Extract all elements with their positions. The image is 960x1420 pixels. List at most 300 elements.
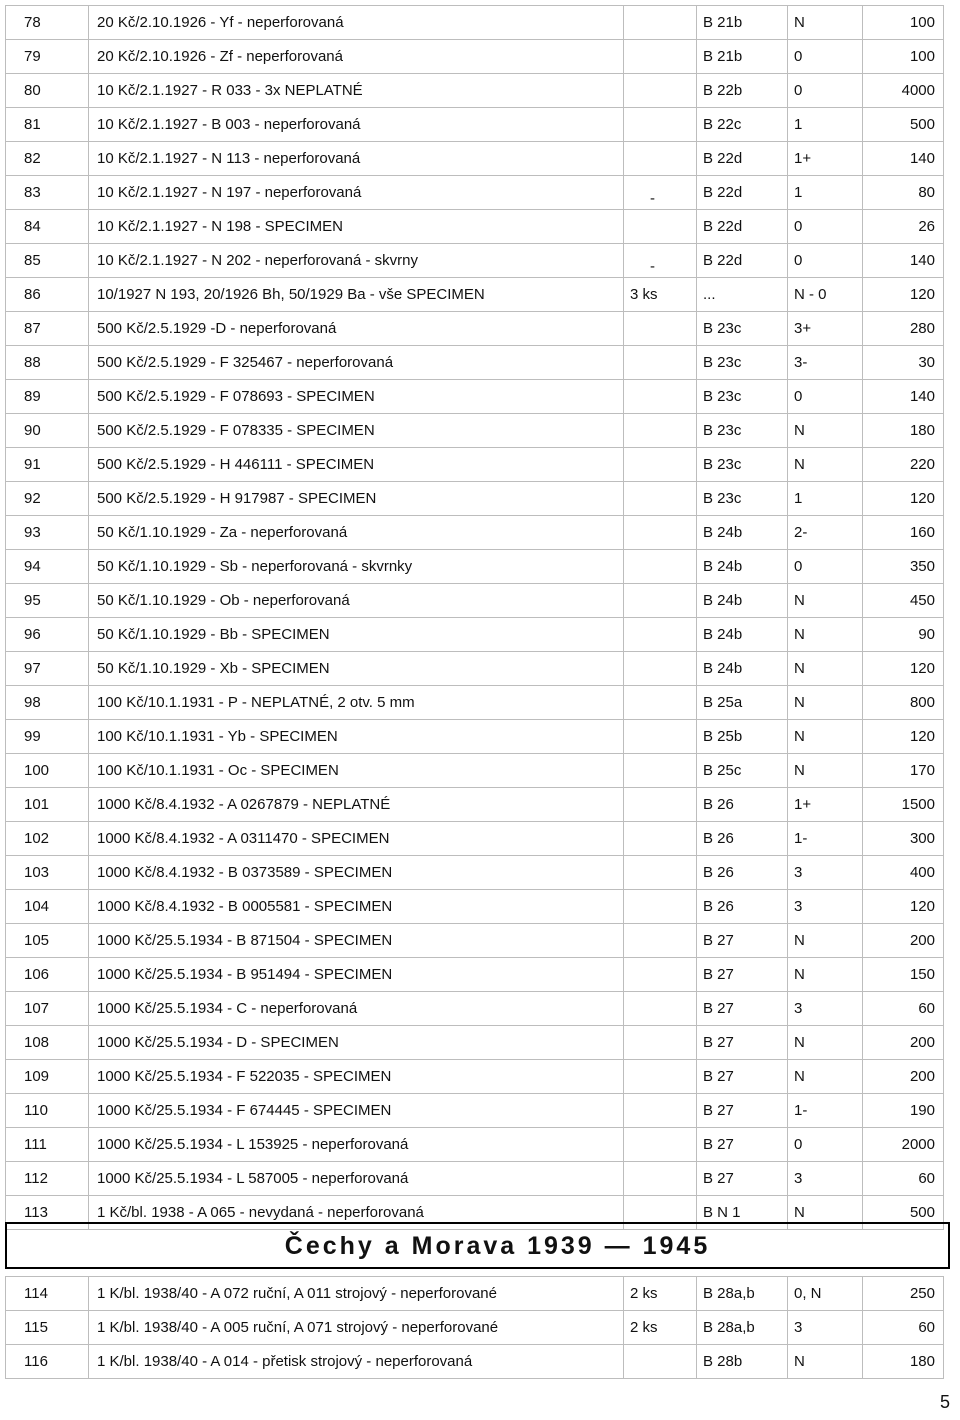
item-number — [6, 1162, 89, 1196]
item-price-text: 100 — [909, 14, 935, 31]
item-catalog-number-text: B 22c — [703, 116, 742, 133]
item-price-text: 180 — [909, 422, 935, 439]
item-condition — [788, 822, 863, 856]
item-quantity — [624, 992, 697, 1026]
item-price — [863, 380, 944, 414]
item-price-text: 120 — [909, 490, 935, 507]
item-condition — [788, 754, 863, 788]
table-row — [6, 720, 944, 754]
item-catalog-number — [697, 1094, 788, 1128]
table-row — [6, 822, 944, 856]
item-quantity — [624, 346, 697, 380]
item-number — [6, 278, 89, 312]
item-price — [863, 516, 944, 550]
item-number-text: 111 — [24, 1136, 47, 1153]
item-catalog-number-text: B 22d — [703, 184, 743, 201]
item-condition — [788, 210, 863, 244]
item-price-text: 200 — [909, 1034, 935, 1051]
item-catalog-number — [697, 346, 788, 380]
item-price-text: 80 — [918, 184, 935, 201]
item-catalog-number — [697, 754, 788, 788]
item-condition-text: 0, N — [794, 1285, 822, 1302]
item-price — [863, 1162, 944, 1196]
item-quantity — [624, 312, 697, 346]
item-condition-text: N — [794, 422, 805, 439]
item-number-text: 82 — [24, 150, 41, 167]
item-number-text: 115 — [24, 1319, 48, 1336]
item-number-text: 99 — [24, 728, 41, 745]
item-catalog-number — [697, 788, 788, 822]
table-row — [6, 448, 944, 482]
catalog-rows-bottom — [6, 1277, 944, 1379]
item-catalog-number-text: B 28a,b — [703, 1285, 755, 1302]
item-number — [6, 176, 89, 210]
item-catalog-number — [697, 686, 788, 720]
item-catalog-number — [697, 142, 788, 176]
item-condition-text: N — [794, 660, 805, 677]
item-price — [863, 822, 944, 856]
item-quantity — [624, 108, 697, 142]
item-quantity — [624, 618, 697, 652]
item-condition — [788, 1128, 863, 1162]
item-price — [863, 856, 944, 890]
item-quantity — [624, 380, 697, 414]
item-condition-text: N — [794, 762, 805, 779]
item-condition-text: N — [794, 14, 805, 31]
item-catalog-number — [697, 278, 788, 312]
item-catalog-number — [697, 6, 788, 40]
item-description-text: 20 Kč/2.10.1926 - Zf - neperforovaná — [97, 48, 343, 65]
item-catalog-number-text: B 23c — [703, 354, 742, 371]
item-price — [863, 1094, 944, 1128]
item-condition-text: 0 — [794, 252, 803, 269]
item-number-text: 80 — [24, 82, 41, 99]
item-quantity — [624, 6, 697, 40]
item-quantity — [624, 652, 697, 686]
item-catalog-number — [697, 516, 788, 550]
item-condition — [788, 686, 863, 720]
item-number-text: 89 — [24, 388, 41, 405]
item-description-text: 1 Kč/bl. 1938 - A 065 - nevydaná - neperforovaná — [97, 1204, 424, 1221]
item-number — [6, 482, 89, 516]
item-description-text: 1000 Kč/25.5.1934 - B 951494 - SPECIMEN — [97, 966, 393, 983]
item-quantity — [624, 1311, 697, 1345]
item-price-text: 400 — [909, 864, 935, 881]
item-description — [89, 788, 624, 822]
item-condition — [788, 74, 863, 108]
item-number-text: 83 — [24, 184, 41, 201]
item-quantity — [624, 414, 697, 448]
table-row — [6, 278, 944, 312]
item-price — [863, 312, 944, 346]
section-heading-band — [5, 1222, 950, 1269]
table-row — [6, 108, 944, 142]
item-description-text: 500 Kč/2.5.1929 - H 917987 - SPECIMEN — [97, 490, 377, 507]
item-price — [863, 74, 944, 108]
item-quantity — [624, 720, 697, 754]
item-description-text: 1 K/bl. 1938/40 - A 014 - přetisk strojový - neperforovaná — [97, 1353, 473, 1370]
item-catalog-number-text: B 24b — [703, 524, 743, 541]
item-price-text: 140 — [909, 388, 935, 405]
item-quantity — [624, 822, 697, 856]
item-description-text: 10 Kč/2.1.1927 - R 033 - 3x NEPLATNÉ — [97, 82, 363, 99]
item-catalog-number — [697, 312, 788, 346]
item-quantity — [624, 1094, 697, 1128]
item-description-text: 100 Kč/10.1.1931 - Oc - SPECIMEN — [97, 762, 339, 779]
table-row — [6, 142, 944, 176]
item-condition — [788, 788, 863, 822]
item-description-text: 1 K/bl. 1938/40 - A 072 ruční, A 011 strojový - neperforované — [97, 1285, 497, 1302]
item-price-text: 200 — [909, 1068, 935, 1085]
item-catalog-number-text: B 27 — [703, 966, 734, 983]
item-description — [89, 924, 624, 958]
item-description — [89, 1094, 624, 1128]
item-price — [863, 686, 944, 720]
item-catalog-number-text: B 27 — [703, 1102, 734, 1119]
item-quantity-text: - — [650, 258, 655, 275]
item-number — [6, 1277, 89, 1311]
item-description-text: 1000 Kč/8.4.1932 - B 0005581 - SPECIMEN — [97, 898, 393, 915]
table-row — [6, 380, 944, 414]
item-number — [6, 890, 89, 924]
item-price — [863, 40, 944, 74]
item-description-text: 10 Kč/2.1.1927 - N 198 - SPECIMEN — [97, 218, 343, 235]
item-price — [863, 890, 944, 924]
item-description-text: 10 Kč/2.1.1927 - N 113 - neperforovaná — [97, 150, 361, 167]
item-description-text: 1000 Kč/25.5.1934 - L 587005 - neperforovaná — [97, 1170, 409, 1187]
item-condition-text: N — [794, 694, 805, 711]
item-description — [89, 890, 624, 924]
item-quantity — [624, 210, 697, 244]
item-condition — [788, 6, 863, 40]
item-condition — [788, 958, 863, 992]
item-catalog-number-text: B 27 — [703, 932, 734, 949]
item-quantity — [624, 958, 697, 992]
item-description — [89, 40, 624, 74]
item-description-text: 500 Kč/2.5.1929 - F 078693 - SPECIMEN — [97, 388, 375, 405]
item-quantity — [624, 1060, 697, 1094]
table-row — [6, 312, 944, 346]
table-row — [6, 856, 944, 890]
item-price-text: 280 — [909, 320, 935, 337]
item-number-text: 101 — [24, 796, 50, 813]
item-number-text: 103 — [24, 864, 50, 881]
item-description — [89, 618, 624, 652]
item-number-text: 113 — [24, 1204, 48, 1221]
item-number-text: 100 — [24, 762, 50, 779]
item-catalog-number-text: B 25a — [703, 694, 743, 711]
table-row — [6, 6, 944, 40]
item-price — [863, 278, 944, 312]
item-number-text: 90 — [24, 422, 41, 439]
item-catalog-number-text: B 22d — [703, 218, 743, 235]
item-description-text: 1 K/bl. 1938/40 - A 005 ruční, A 071 strojový - neperforované — [97, 1319, 499, 1336]
item-quantity — [624, 278, 697, 312]
item-number-text: 97 — [24, 660, 41, 677]
item-catalog-number — [697, 40, 788, 74]
item-number — [6, 992, 89, 1026]
item-price — [863, 550, 944, 584]
table-row — [6, 516, 944, 550]
item-catalog-number — [697, 1162, 788, 1196]
item-catalog-number — [697, 1060, 788, 1094]
item-quantity — [624, 1128, 697, 1162]
item-number — [6, 720, 89, 754]
item-number-text: 86 — [24, 286, 41, 303]
item-catalog-number-text: B N 1 — [703, 1204, 741, 1221]
item-description-text: 1000 Kč/25.5.1934 - L 153925 - neperforovaná — [97, 1136, 409, 1153]
item-description — [89, 108, 624, 142]
item-description — [89, 482, 624, 516]
item-price-text: 800 — [909, 694, 935, 711]
item-number — [6, 618, 89, 652]
item-price-text: 180 — [909, 1353, 935, 1370]
item-price — [863, 584, 944, 618]
item-condition-text: N — [794, 728, 805, 745]
item-catalog-number — [697, 584, 788, 618]
item-number-text: 114 — [24, 1285, 48, 1302]
item-catalog-number-text: B 26 — [703, 864, 734, 881]
item-catalog-number — [697, 924, 788, 958]
item-number — [6, 516, 89, 550]
item-quantity-text: 2 ks — [630, 1285, 658, 1302]
item-number — [6, 380, 89, 414]
item-description — [89, 1345, 624, 1379]
item-description — [89, 1162, 624, 1196]
item-condition — [788, 618, 863, 652]
table-row — [6, 482, 944, 516]
item-quantity-text: 2 ks — [630, 1319, 658, 1336]
item-quantity — [624, 142, 697, 176]
item-number — [6, 1128, 89, 1162]
item-description — [89, 142, 624, 176]
item-description — [89, 516, 624, 550]
item-number — [6, 346, 89, 380]
item-price — [863, 176, 944, 210]
item-catalog-number-text: B 27 — [703, 1068, 734, 1085]
item-catalog-number — [697, 550, 788, 584]
item-quantity — [624, 1162, 697, 1196]
item-price-text: 500 — [909, 116, 935, 133]
item-price-text: 120 — [909, 660, 935, 677]
section-title: Čechy a Morava 1939 — 1945 — [284, 1232, 711, 1260]
table-row — [6, 1060, 944, 1094]
item-condition — [788, 482, 863, 516]
item-condition-text: 3- — [794, 354, 808, 371]
item-price — [863, 1128, 944, 1162]
item-quantity — [624, 176, 697, 210]
item-number — [6, 788, 89, 822]
catalog-lower — [5, 1276, 944, 1379]
table-row — [6, 40, 944, 74]
item-description-text: 500 Kč/2.5.1929 - H 446111 - SPECIMEN — [97, 456, 375, 473]
item-condition — [788, 414, 863, 448]
item-description-text: 1000 Kč/25.5.1934 - C - neperforovaná — [97, 1000, 358, 1017]
item-catalog-number-text: B 26 — [703, 796, 734, 813]
item-quantity — [624, 1026, 697, 1060]
item-number-text: 102 — [24, 830, 50, 847]
item-price-text: 90 — [918, 626, 935, 643]
item-description-text: 1000 Kč/25.5.1934 - F 522035 - SPECIMEN — [97, 1068, 392, 1085]
item-number — [6, 550, 89, 584]
item-price — [863, 1277, 944, 1311]
item-price — [863, 788, 944, 822]
item-description — [89, 346, 624, 380]
item-price-text: 120 — [909, 898, 935, 915]
item-catalog-number — [697, 448, 788, 482]
item-number — [6, 856, 89, 890]
item-description — [89, 720, 624, 754]
item-number-text: 95 — [24, 592, 41, 609]
item-condition — [788, 278, 863, 312]
item-condition-text: 1 — [794, 490, 803, 507]
item-description — [89, 584, 624, 618]
item-number — [6, 6, 89, 40]
item-price — [863, 346, 944, 380]
item-description-text: 50 Kč/1.10.1929 - Bb - SPECIMEN — [97, 626, 330, 643]
item-price — [863, 1345, 944, 1379]
item-number — [6, 108, 89, 142]
item-price-text: 220 — [909, 456, 935, 473]
item-catalog-number — [697, 176, 788, 210]
item-condition — [788, 1094, 863, 1128]
table-row — [6, 210, 944, 244]
table-row — [6, 958, 944, 992]
item-description — [89, 652, 624, 686]
item-number-text: 79 — [24, 48, 41, 65]
item-price — [863, 448, 944, 482]
item-catalog-number-text: B 22d — [703, 252, 743, 269]
item-catalog-number — [697, 1277, 788, 1311]
item-price-text: 250 — [909, 1285, 935, 1302]
item-price-text: 30 — [918, 354, 935, 371]
item-catalog-number — [697, 1311, 788, 1345]
table-row — [6, 176, 944, 210]
item-condition — [788, 176, 863, 210]
item-condition-text: 3 — [794, 898, 803, 915]
item-number-text: 112 — [24, 1170, 48, 1187]
item-price-text: 350 — [909, 558, 935, 575]
item-price-text: 120 — [909, 728, 935, 745]
table-row — [6, 924, 944, 958]
item-catalog-number-text: B 25c — [703, 762, 742, 779]
item-condition-text: 0 — [794, 388, 803, 405]
item-description-text: 1000 Kč/25.5.1934 - F 674445 - SPECIMEN — [97, 1102, 392, 1119]
item-price-text: 150 — [909, 966, 935, 983]
item-catalog-number-text: B 28b — [703, 1353, 743, 1370]
catalog-sheet — [5, 5, 955, 1230]
table-row — [6, 890, 944, 924]
item-description — [89, 686, 624, 720]
item-price-text: 200 — [909, 932, 935, 949]
item-catalog-number-text: B 25b — [703, 728, 743, 745]
item-description — [89, 74, 624, 108]
item-condition — [788, 890, 863, 924]
item-number-text: 91 — [24, 456, 41, 473]
item-price-text: 1500 — [901, 796, 935, 813]
table-row — [6, 346, 944, 380]
item-condition — [788, 108, 863, 142]
item-condition-text: 3 — [794, 1000, 803, 1017]
item-quantity — [624, 550, 697, 584]
item-catalog-number-text: B 26 — [703, 830, 734, 847]
item-condition-text: 3+ — [794, 320, 812, 337]
item-number-text: 110 — [24, 1102, 48, 1119]
item-quantity — [624, 890, 697, 924]
item-price — [863, 720, 944, 754]
item-catalog-number — [697, 482, 788, 516]
item-condition-text: 0 — [794, 218, 803, 235]
item-number-text: 105 — [24, 932, 50, 949]
item-number-text: 85 — [24, 252, 41, 269]
table-row — [6, 1094, 944, 1128]
item-number — [6, 924, 89, 958]
item-price-text: 140 — [909, 252, 935, 269]
item-price-text: 60 — [918, 1000, 935, 1017]
catalog-table-top — [5, 5, 944, 1230]
item-number-text: 98 — [24, 694, 41, 711]
item-quantity — [624, 244, 697, 278]
item-description — [89, 1026, 624, 1060]
item-description-text: 50 Kč/1.10.1929 - Za - neperforovaná — [97, 524, 348, 541]
item-condition-text: 0 — [794, 558, 803, 575]
item-catalog-number — [697, 720, 788, 754]
item-number-text: 107 — [24, 1000, 50, 1017]
item-catalog-number-text: B 24b — [703, 592, 743, 609]
item-catalog-number — [697, 380, 788, 414]
item-number — [6, 958, 89, 992]
item-price — [863, 482, 944, 516]
item-number-text: 84 — [24, 218, 41, 235]
item-description-text: 100 Kč/10.1.1931 - P - NEPLATNÉ, 2 otv. 5 mm — [97, 694, 415, 711]
item-catalog-number-text: B 23c — [703, 490, 742, 507]
item-price-text: 4000 — [901, 82, 935, 99]
table-row — [6, 1311, 944, 1345]
item-catalog-number-text: B 26 — [703, 898, 734, 915]
catalog-table-bottom — [5, 1276, 944, 1379]
item-number — [6, 74, 89, 108]
table-row — [6, 754, 944, 788]
item-price-text: 170 — [909, 762, 935, 779]
item-number-text: 106 — [24, 966, 50, 983]
item-description — [89, 992, 624, 1026]
item-condition-text: 1- — [794, 1102, 808, 1119]
item-number — [6, 584, 89, 618]
item-description-text: 1000 Kč/25.5.1934 - D - SPECIMEN — [97, 1034, 339, 1051]
item-price-text: 26 — [918, 218, 935, 235]
item-condition-text: N — [794, 456, 805, 473]
item-number — [6, 1026, 89, 1060]
item-catalog-number — [697, 856, 788, 890]
item-number-text: 104 — [24, 898, 50, 915]
catalog-rows-top — [6, 6, 944, 1230]
item-quantity — [624, 788, 697, 822]
item-catalog-number-text: B 27 — [703, 1000, 734, 1017]
item-price-text: 60 — [918, 1170, 935, 1187]
item-quantity — [624, 516, 697, 550]
item-price — [863, 1060, 944, 1094]
table-row — [6, 1128, 944, 1162]
item-price-text: 500 — [909, 1204, 935, 1221]
table-row — [6, 244, 944, 278]
item-catalog-number — [697, 652, 788, 686]
item-catalog-number-text: B 23c — [703, 456, 742, 473]
item-description-text: 10/1927 N 193, 20/1926 Bh, 50/1929 Ba - vše SPECIMEN — [97, 286, 485, 303]
item-description-text: 10 Kč/2.1.1927 - N 197 - neperforovaná — [97, 184, 362, 201]
item-price — [863, 992, 944, 1026]
item-catalog-number-text: B 21b — [703, 14, 743, 31]
item-catalog-number — [697, 1128, 788, 1162]
